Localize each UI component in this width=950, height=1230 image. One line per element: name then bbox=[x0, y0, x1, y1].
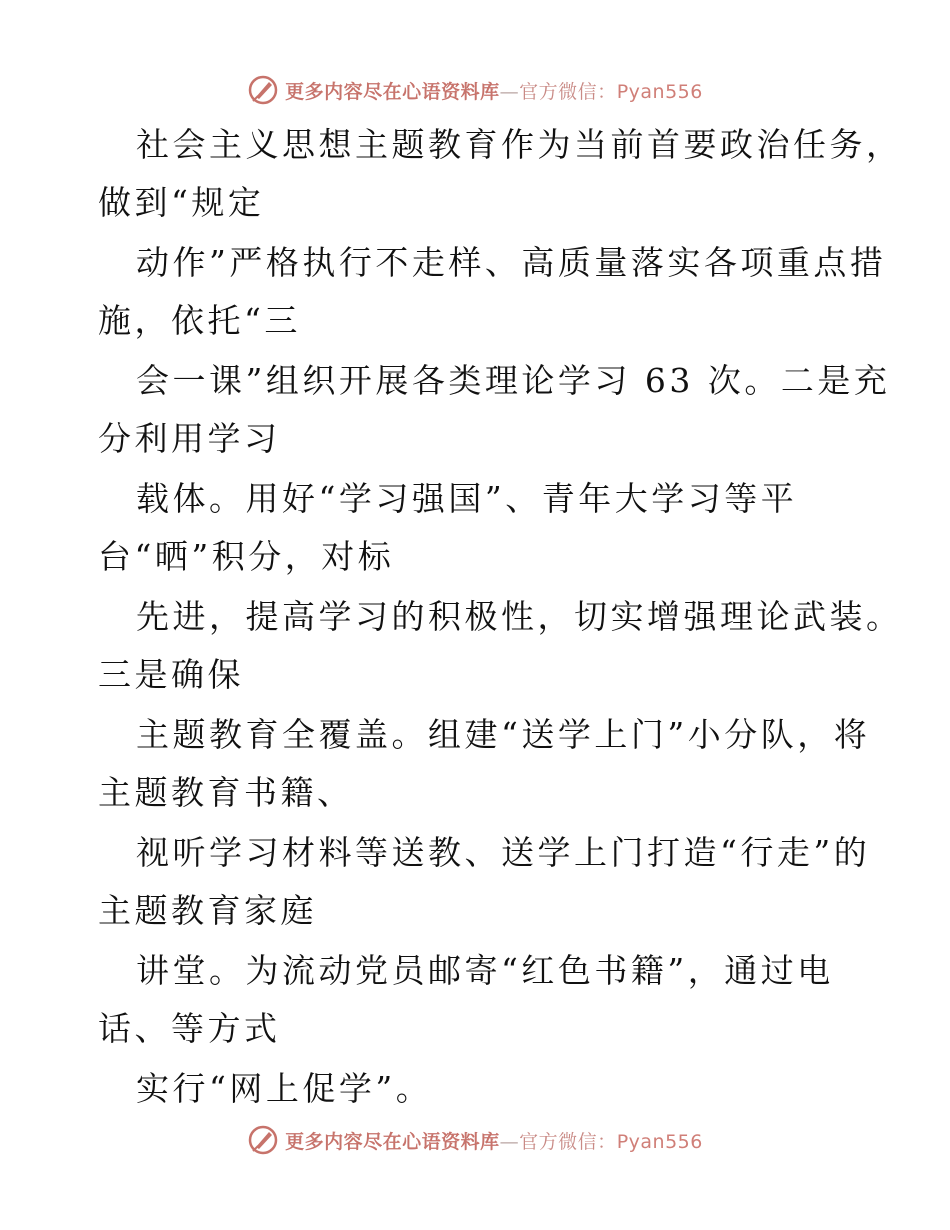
watermark-separator: — bbox=[499, 80, 520, 103]
text-line: 动作”严格执行不走样、高质量落实各项重点措 bbox=[136, 243, 887, 282]
text-line: 话、等方式 bbox=[98, 1009, 281, 1048]
text-line: 主题教育书籍、 bbox=[98, 773, 354, 812]
watermark-text bbox=[285, 1127, 703, 1154]
header-watermark bbox=[0, 70, 950, 110]
text-line: 视听学习材料等送教、送学上门打造“行走”的 bbox=[136, 833, 871, 872]
quill-logo-icon bbox=[247, 74, 279, 106]
text-line: 载体。用好“学习强国”、青年大学习等平 bbox=[136, 479, 798, 518]
text-line: 施，依托“三 bbox=[98, 301, 301, 340]
watermark-wechat-id: Pyan556 bbox=[616, 80, 703, 103]
text-line: 主题教育全覆盖。组建“送学上门”小分队，将 bbox=[136, 715, 871, 754]
text-line: 台“晒”积分，对标 bbox=[98, 537, 395, 576]
text-line: 会一课”组织开展各类理论学习 63 次。二是充 bbox=[136, 361, 891, 400]
text-line: 社会主义思想主题教育作为当前首要政治任务， bbox=[136, 125, 903, 164]
watermark-label: 官方微信： bbox=[519, 80, 617, 103]
watermark-separator: — bbox=[499, 1130, 520, 1153]
watermark-main: 更多内容尽在心语资料库 bbox=[285, 80, 500, 103]
text-line: 分利用学习 bbox=[98, 419, 281, 458]
text-line: 先进，提高学习的积极性，切实增强理论武装。 bbox=[136, 597, 903, 636]
watermark-text bbox=[285, 77, 703, 104]
watermark-label: 官方微信： bbox=[519, 1130, 617, 1153]
footer-watermark bbox=[0, 1120, 950, 1160]
text-line: 讲堂。为流动党员邮寄“红色书籍”，通过电 bbox=[136, 951, 834, 990]
watermark-main: 更多内容尽在心语资料库 bbox=[285, 1130, 500, 1153]
text-line: 主题教育家庭 bbox=[98, 891, 317, 930]
text-line: 做到“规定 bbox=[98, 183, 265, 222]
text-line: 实行“网上促学”。 bbox=[136, 1069, 433, 1108]
quill-logo-icon bbox=[247, 1124, 279, 1156]
text-line: 三是确保 bbox=[98, 655, 244, 694]
watermark-wechat-id: Pyan556 bbox=[616, 1130, 703, 1153]
